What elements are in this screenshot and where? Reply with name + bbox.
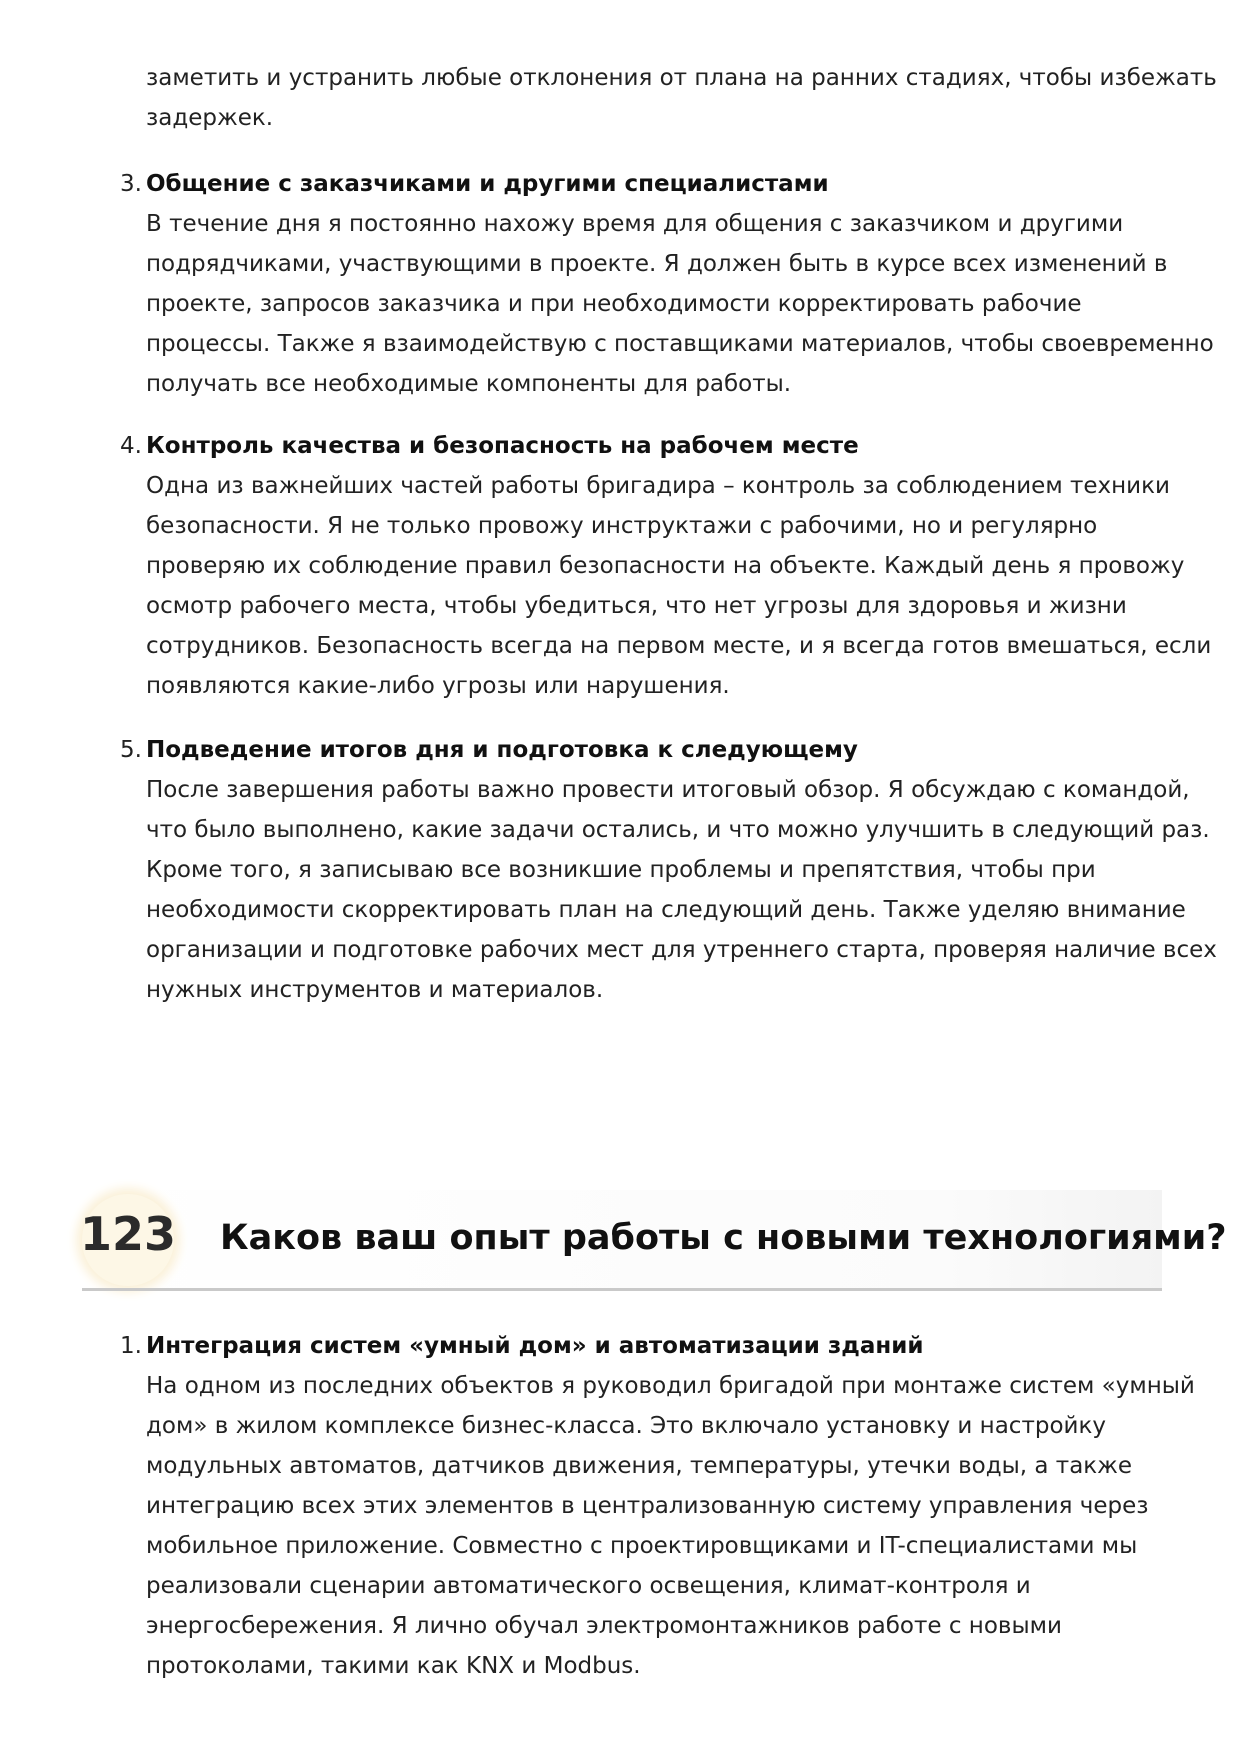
- text-line: интеграцию всех этих элементов в централизованную систему управления через: [146, 1493, 1149, 1519]
- text-line: что было выполнено, какие задачи остались, и что можно улучшить в следующий раз.: [146, 817, 1210, 843]
- item-body: [146, 770, 1217, 1010]
- continuation-paragraph: [146, 58, 1217, 138]
- item-title: Контроль качества и безопасность на рабочем месте: [146, 433, 859, 459]
- text-line: безопасности. Я не только провожу инструктажи с рабочими, но и регулярно: [146, 513, 1098, 539]
- text-line: проверяю их соблюдение правил безопасности на объекте. Каждый день я провожу: [146, 553, 1185, 579]
- text-line: реализовали сценарии автоматического освещения, климат-контроля и: [146, 1573, 1031, 1599]
- text-line: дом» в жилом комплексе бизнес-класса. Это включало установку и настройку: [146, 1413, 1106, 1439]
- text-line: организации и подготовке рабочих мест для утреннего старта, проверяя наличие всех: [146, 937, 1217, 963]
- item-number: 3.: [120, 171, 142, 197]
- item-number: 5.: [120, 737, 142, 763]
- text-line: необходимости скорректировать план на следующий день. Также уделяю внимание: [146, 897, 1186, 923]
- text-line: В течение дня я постоянно нахожу время для общения с заказчиком и другими: [146, 211, 1124, 237]
- text-line: нужных инструментов и материалов.: [146, 977, 604, 1003]
- text-line: Одна из важнейших частей работы бригадира – контроль за соблюдением техники: [146, 473, 1170, 499]
- text-line: процессы. Также я взаимодействую с поставщиками материалов, чтобы своевременно: [146, 331, 1214, 357]
- text-line: подрядчиками, участвующими в проекте. Я должен быть в курсе всех изменений в: [146, 251, 1168, 277]
- item-title: Подведение итогов дня и подготовка к следующему: [146, 737, 858, 763]
- section-header: [79, 1190, 1227, 1290]
- text-line: сотрудников. Безопасность всегда на первом месте, и я всегда готов вмешаться, если: [146, 633, 1212, 659]
- item-body: [146, 466, 1212, 706]
- item-number: 1.: [120, 1333, 142, 1359]
- text-line: энергосбережения. Я лично обучал электромонтажников работе с новыми: [146, 1613, 1062, 1639]
- text-line: заметить и устранить любые отклонения от плана на ранних стадиях, чтобы избежать: [146, 65, 1217, 91]
- text-line: протоколами, такими как KNX и Modbus.: [146, 1653, 641, 1679]
- item-number: 4.: [120, 433, 142, 459]
- question-number: 123: [79, 1207, 177, 1261]
- text-line: осмотр рабочего места, чтобы убедиться, что нет угрозы для здоровья и жизни: [146, 593, 1127, 619]
- text-line: получать все необходимые компоненты для работы.: [146, 371, 792, 397]
- item-title: Общение с заказчиками и другими специалистами: [146, 171, 829, 197]
- text-line: Кроме того, я записываю все возникшие проблемы и препятствия, чтобы при: [146, 857, 1096, 883]
- section-title: Каков ваш опыт работы с новыми технологиями?: [220, 1218, 1227, 1258]
- text-line: На одном из последних объектов я руководил бригадой при монтаже систем «умный: [146, 1373, 1195, 1399]
- text-line: мобильное приложение. Совместно с проектировщиками и IT-специалистами мы: [146, 1533, 1138, 1559]
- item-body: [146, 204, 1214, 404]
- item-body: [146, 1366, 1195, 1686]
- text-line: проекте, запросов заказчика и при необходимости корректировать рабочие: [146, 291, 1082, 317]
- text-line: появляются какие-либо угрозы или нарушения.: [146, 673, 730, 699]
- text-line: модульных автоматов, датчиков движения, температуры, утечки воды, а также: [146, 1453, 1133, 1479]
- text-line: После завершения работы важно провести итоговый обзор. Я обсуждаю с командой,: [146, 777, 1190, 803]
- header-divider: [82, 1288, 1162, 1291]
- item-title: Интеграция систем «умный дом» и автоматизации зданий: [146, 1333, 924, 1359]
- text-line: задержек.: [146, 105, 274, 131]
